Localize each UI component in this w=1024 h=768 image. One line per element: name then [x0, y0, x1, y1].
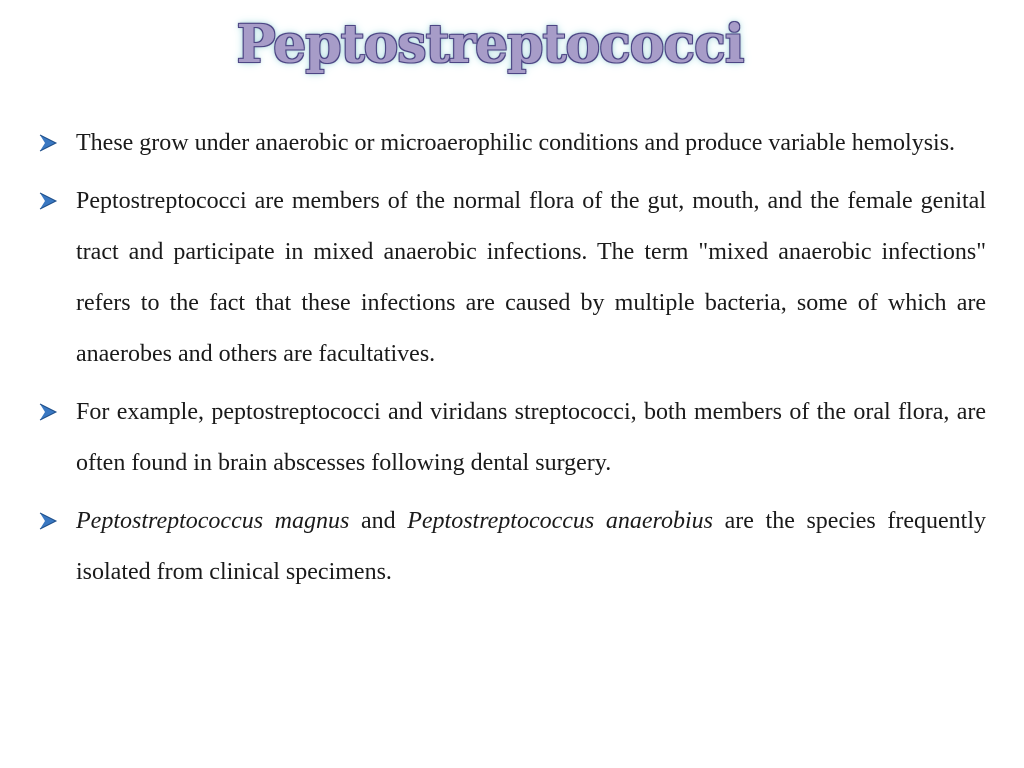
bullet-item-4	[38, 496, 986, 598]
bullet-text: These grow under anaerobic or microaerophilic conditions and produce variable hemolysis.	[76, 130, 956, 156]
bullet-item-1	[38, 118, 986, 169]
species-name-magnus: Peptostreptococcus magnus	[76, 508, 350, 534]
bullet-text: are the species frequently isolated from clinical specimens.	[76, 508, 986, 585]
bullet-item-2	[38, 176, 986, 380]
species-name-anaerobius: Peptostreptococcus anaerobius	[407, 508, 713, 534]
slide-title: Peptostreptococci	[236, 14, 744, 75]
arrow-bullet-icon	[38, 191, 58, 211]
bullet-item-3	[38, 387, 986, 489]
bullet-text: Peptostreptococci are members of the normal flora of the gut, mouth, and the female genital tract and participate in mixed anaerobic infections. The term "mixed anaerobic infections" refers to the fact that these infections are caused by multiple bacteria, some of which are anaerobes and others are facultatives.	[76, 188, 986, 367]
arrow-bullet-icon	[38, 133, 58, 153]
arrow-bullet-icon	[38, 511, 58, 531]
bullet-conjunction: and	[349, 508, 408, 534]
bullet-text: For example, peptostreptococci and viridans streptococci, both members of the oral flora, are often found in brain abscesses following dental surgery.	[76, 399, 986, 476]
bullet-list	[38, 118, 986, 605]
arrow-bullet-icon	[38, 402, 58, 422]
